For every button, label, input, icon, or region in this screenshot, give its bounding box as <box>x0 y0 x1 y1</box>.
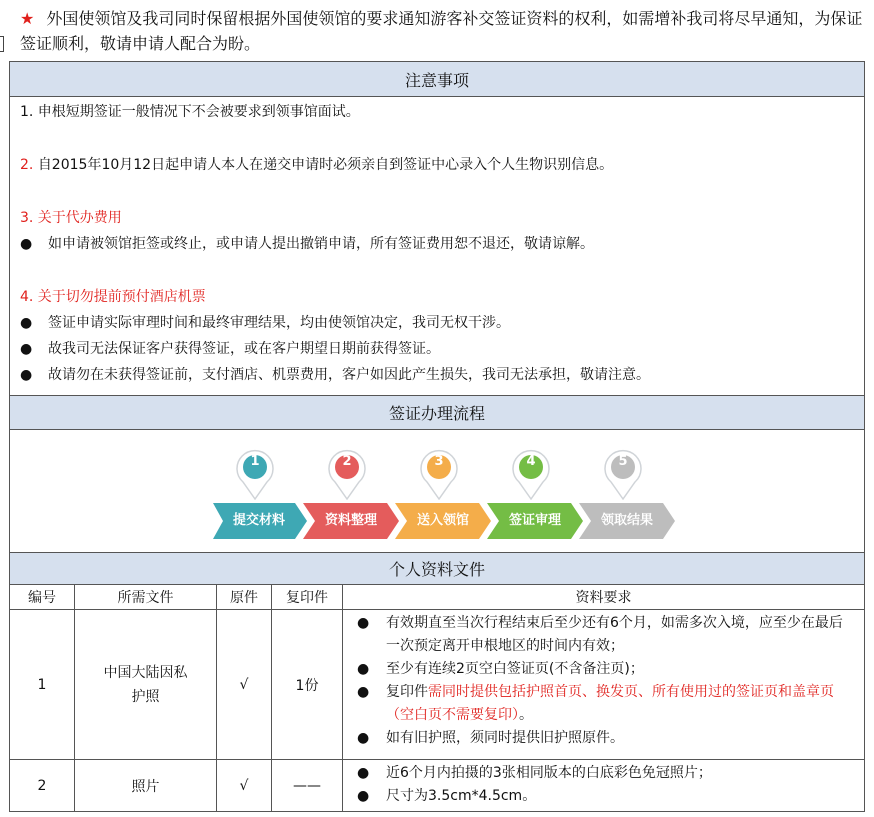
step-1-number: 1 <box>250 454 260 469</box>
step-4-label: 签证审理 <box>508 513 561 528</box>
step-3-chevron <box>395 503 491 539</box>
row1-original: √ <box>217 610 272 760</box>
list-item <box>353 762 856 785</box>
row2-requirements <box>343 760 865 812</box>
bullet-icon: ● <box>20 236 33 252</box>
process-header: 签证办理流程 <box>10 396 865 430</box>
notice-item-2 <box>20 152 854 178</box>
bullet-text: 如申请被领馆拒签或终止，或申请人提出撤销申请，所有签证费用恕不退还，敬请谅解。 <box>48 236 594 252</box>
bullet-text: 故我司无法保证客户获得签证，或在客户期望日期前获得签证。 <box>48 341 440 357</box>
bullet-icon: ● <box>20 367 33 383</box>
list-item <box>353 785 856 808</box>
row1-copy: 1份 <box>272 610 343 760</box>
requirement-text: 复印件 <box>386 684 428 700</box>
row2-copy: —— <box>272 760 343 812</box>
row1-document-line1: 中国大陆因私 <box>103 664 188 681</box>
step-2-number: 2 <box>342 454 352 469</box>
step-4-chevron <box>487 503 583 539</box>
notice-item-2-text: 自2015年10月12日起申请人本人在递交申请时必须亲自到签证中心录入个人生物识别信息。 <box>37 157 614 173</box>
step-1-marker-icon <box>235 448 275 500</box>
list-item <box>353 727 856 750</box>
bullet-text: 签证申请实际审理时间和最终审理结果，均由使领馆决定，我司无权干涉。 <box>48 315 510 331</box>
col-header-copy: 复印件 <box>272 585 343 610</box>
process-diagram-cell <box>10 430 865 553</box>
bullet-icon: ● <box>357 661 370 677</box>
step-4-marker-icon <box>511 448 551 500</box>
notice-item-4-title: 4. 关于切勿提前预付酒店机票 <box>20 289 206 305</box>
step-5-chevron <box>579 503 675 539</box>
list-item <box>20 310 854 336</box>
row1-document <box>75 610 217 760</box>
requirement-highlight: 需同时提供包括护照首页、换发页、所有使用过的签证页和盖章页（空白页不需要复印） <box>386 684 834 723</box>
notice-item-1: 1. 申根短期签证一般情况下不会被要求到领事馆面试。 <box>20 104 360 120</box>
step-5-label: 领取结果 <box>600 513 653 528</box>
list-item <box>20 336 854 362</box>
list-item <box>20 231 854 257</box>
col-header-number: 编号 <box>10 585 75 610</box>
requirement-text: 尺寸为3.5cm*4.5cm。 <box>386 788 537 804</box>
bullet-icon: ● <box>357 684 370 700</box>
step-1-chevron <box>211 503 307 539</box>
col-header-original: 原件 <box>217 585 272 610</box>
requirement-text: 近6个月内拍摄的3张相同版本的白底彩色免冠照片； <box>386 765 712 781</box>
notice-item-2-number: 2. <box>20 157 34 173</box>
left-margin-mark <box>0 36 4 52</box>
step-4-number: 4 <box>526 454 536 469</box>
row1-requirements <box>343 610 865 760</box>
list-item <box>353 681 856 727</box>
step-1-label: 提交材料 <box>232 513 285 528</box>
notice-header: 注意事项 <box>10 62 865 97</box>
step-2-chevron <box>303 503 399 539</box>
row1-document-line2: 护照 <box>131 688 160 705</box>
step-3-label: 送入领馆 <box>416 513 469 528</box>
visa-info-table <box>9 61 865 812</box>
row2-number: 2 <box>10 760 75 812</box>
step-5-marker-icon <box>603 448 643 500</box>
table-row <box>10 610 865 760</box>
bullet-icon: ● <box>20 341 33 357</box>
step-5-number: 5 <box>618 454 628 469</box>
bullet-icon: ● <box>20 315 33 331</box>
bullet-icon: ● <box>357 615 370 631</box>
row2-original: √ <box>217 760 272 812</box>
intro-paragraph <box>20 6 870 56</box>
step-3-marker-icon <box>419 448 459 500</box>
requirement-text: 如有旧护照，须同时提供旧护照原件。 <box>386 730 624 746</box>
row1-number: 1 <box>10 610 75 760</box>
col-header-requirements: 资料要求 <box>343 585 865 610</box>
documents-header: 个人资料文件 <box>10 553 865 585</box>
list-item <box>353 612 856 658</box>
process-diagram <box>10 430 864 552</box>
requirement-text: 至少有连续2页空白签证页(不含备注页)； <box>386 661 644 677</box>
list-item <box>20 362 854 388</box>
notice-body <box>10 97 865 396</box>
step-2-marker-icon <box>327 448 367 500</box>
notice-item-3-title: 3. 关于代办费用 <box>20 210 122 226</box>
requirement-text-end: 。 <box>519 707 533 723</box>
bullet-text: 故请勿在未获得签证前，支付酒店、机票费用，客户如因此产生损失，我司无法承担，敬请注意。 <box>48 367 650 383</box>
requirement-text: 有效期直至当次行程结束后至少还有6个月，如需多次入境，应至少在最后一次预定离开申根地区的时间内有效； <box>386 615 843 654</box>
list-item <box>353 658 856 681</box>
step-2-label: 资料整理 <box>324 513 377 528</box>
intro-text: 外国使领馆及我司同时保留根据外国使领馆的要求通知游客补交签证资料的权利，如需增补我司将尽早通知，为保证签证顺利，敬请申请人配合为盼。 <box>20 9 863 53</box>
bullet-icon: ● <box>357 788 370 804</box>
bullet-icon: ● <box>357 730 370 746</box>
bullet-icon: ● <box>357 765 370 781</box>
table-row <box>10 760 865 812</box>
star-icon: ★ <box>20 9 35 28</box>
documents-column-headers <box>10 585 865 610</box>
col-header-document: 所需文件 <box>75 585 217 610</box>
row2-document: 照片 <box>75 760 217 812</box>
step-3-number: 3 <box>434 454 444 469</box>
